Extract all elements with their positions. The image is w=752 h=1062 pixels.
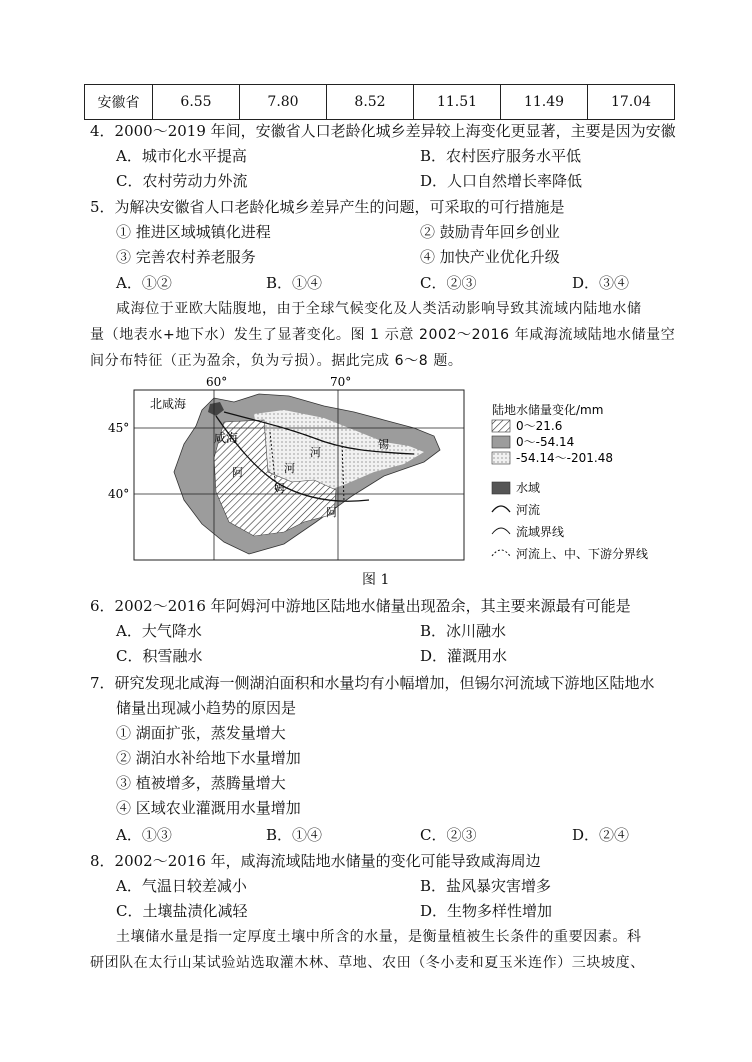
q7-statement-2: ② 湖泊水补给地下水量增加 (116, 749, 301, 767)
table-cell: 8.52 (327, 85, 414, 120)
legend-label: 0～21.6 (516, 419, 563, 433)
legend-title: 陆地水储量变化/mm (492, 403, 604, 417)
q5-option-b[interactable]: B．①④ (266, 274, 323, 292)
aral-basin-map (84, 372, 684, 568)
legend-swatch-river (492, 506, 510, 512)
legend-label: 流域界线 (516, 525, 565, 539)
legend-label: 0～-54.14 (516, 435, 575, 449)
q4-option-d[interactable]: D．人口自然增长率降低 (420, 172, 583, 190)
passage-line: 间分布特征（正为盈余，负为亏损）。据此完成 6～8 题。 (90, 353, 463, 369)
q7-option-d[interactable]: D．②④ (572, 826, 630, 844)
legend-label: 水域 (516, 481, 541, 495)
passage-line: 咸海位于亚欧大陆腹地，由于全球气候变化及人类活动影响导致其流域内陆地水储 (116, 301, 642, 317)
table-cell: 17.04 (588, 85, 675, 120)
q4-option-a[interactable]: A．城市化水平提高 (116, 147, 247, 165)
legend-swatch-moderate-loss (492, 452, 510, 464)
river-label: 锡 (378, 438, 389, 451)
q8-option-row (116, 875, 552, 897)
q5-statement-4: ④ 加快产业优化升级 (420, 248, 560, 266)
lat-label: 40° (108, 487, 130, 501)
q6-option-row (116, 620, 507, 642)
data-table (84, 84, 675, 120)
q5-option-a[interactable]: A．①② (116, 274, 172, 292)
table-cell: 11.49 (501, 85, 588, 120)
map-legend (492, 402, 648, 561)
q6-option-c[interactable]: C．积雪融水 (116, 647, 203, 665)
q7-option-row (116, 824, 630, 846)
north-aral-label: 北咸海 (150, 397, 187, 411)
q4-option-row (116, 145, 582, 167)
legend-label: 河流上、中、下游分界线 (516, 547, 649, 561)
legend-swatch-water (492, 482, 510, 494)
passage-line: 量（地表水+地下水）发生了显著变化。图 1 示意 2002～2016 年咸海流域陆地水储量空 (90, 327, 676, 343)
q5-statement-1: ① 推进区域城镇化进程 (116, 223, 271, 241)
river-label: 阿 (326, 506, 337, 519)
q7-statement-4: ④ 区域农业灌溉用水量增加 (116, 799, 301, 817)
q8-option-d[interactable]: D．生物多样性增加 (420, 902, 553, 920)
q8-option-a[interactable]: A．气温日较差减小 (116, 877, 247, 895)
q4-option-row (116, 170, 583, 192)
river-label: 河 (284, 462, 295, 475)
q7-stem: 7．研究发现北咸海一侧湖泊面积和水量均有小幅增加，但锡尔河流域下游地区陆地水 (90, 674, 655, 692)
q5-option-d[interactable]: D．③④ (572, 274, 630, 292)
q5-option-c[interactable]: C．②③ (420, 274, 477, 292)
q8-stem: 8．2002～2016 年，咸海流域陆地水储量的变化可能导致咸海周边 (90, 852, 541, 870)
q4-option-b[interactable]: B．农村医疗服务水平低 (420, 147, 582, 165)
q6-option-b[interactable]: B．冰川融水 (420, 622, 507, 640)
q8-option-b[interactable]: B．盐风暴灾害增多 (420, 877, 552, 895)
q7-statement-3: ③ 植被增多，蒸腾量增大 (116, 774, 286, 792)
table-cell: 11.51 (414, 85, 501, 120)
q6-option-row (116, 645, 508, 667)
table-cell: 安徽省 (85, 85, 153, 120)
q8-option-c[interactable]: C．土壤盐渍化减轻 (116, 902, 248, 920)
river-label: 阿 (232, 466, 243, 479)
table-row (85, 85, 675, 120)
legend-swatch-reach (492, 550, 510, 556)
q5-statement-3: ③ 完善农村养老服务 (116, 248, 256, 266)
q7-option-a[interactable]: A．①③ (116, 826, 172, 844)
figure-caption: 图 1 (362, 572, 390, 588)
q6-option-d[interactable]: D．灌溉用水 (420, 647, 508, 665)
q5-option-row (116, 272, 630, 294)
q5-stem: 5．为解决安徽省人口老龄化城乡差异产生的问题，可采取的可行措施是 (90, 198, 565, 216)
q8-option-row (116, 900, 553, 922)
lon-label: 70° (330, 375, 352, 389)
legend-swatch-basin (492, 528, 510, 534)
legend-swatch-strong-loss (492, 436, 510, 448)
table-cell: 7.80 (240, 85, 327, 120)
q7-option-b[interactable]: B．①④ (266, 826, 323, 844)
q5-statement-2: ② 鼓励青年回乡创业 (420, 223, 560, 241)
river-label: 姆 (274, 482, 285, 495)
lon-label: 60° (206, 375, 228, 389)
q4-option-c[interactable]: C．农村劳动力外流 (116, 172, 248, 190)
lat-label: 45° (108, 421, 130, 435)
legend-label: -54.14～-201.48 (516, 451, 614, 465)
aral-sea-label: 咸海 (214, 431, 239, 445)
q4-stem: 4．2000～2019 年间，安徽省人口老龄化城乡差异较上海变化更显著，主要是因为安徽 (90, 122, 676, 140)
river-label: 河 (310, 446, 321, 459)
q7-stem: 储量出现减小趋势的原因是 (116, 699, 297, 717)
q7-statement-1: ① 湖面扩张，蒸发量增大 (116, 724, 286, 742)
q5-statement-row (116, 221, 560, 243)
q5-statement-row (116, 246, 560, 268)
q6-stem: 6．2002～2016 年阿姆河中游地区陆地水储量出现盈余，其主要来源最有可能是 (90, 597, 631, 615)
q7-option-c[interactable]: C．②③ (420, 826, 477, 844)
passage-line: 研团队在太行山某试验站选取灌木林、草地、农田（冬小麦和夏玉米连作）三块坡度、 (90, 955, 645, 971)
legend-label: 河流 (516, 503, 541, 517)
q6-option-a[interactable]: A．大气降水 (116, 622, 202, 640)
legend-swatch-surplus (492, 420, 510, 432)
table-cell: 6.55 (153, 85, 240, 120)
passage-line: 土壤储水量是指一定厚度土壤中所含的水量，是衡量植被生长条件的重要因素。科 (116, 929, 642, 945)
